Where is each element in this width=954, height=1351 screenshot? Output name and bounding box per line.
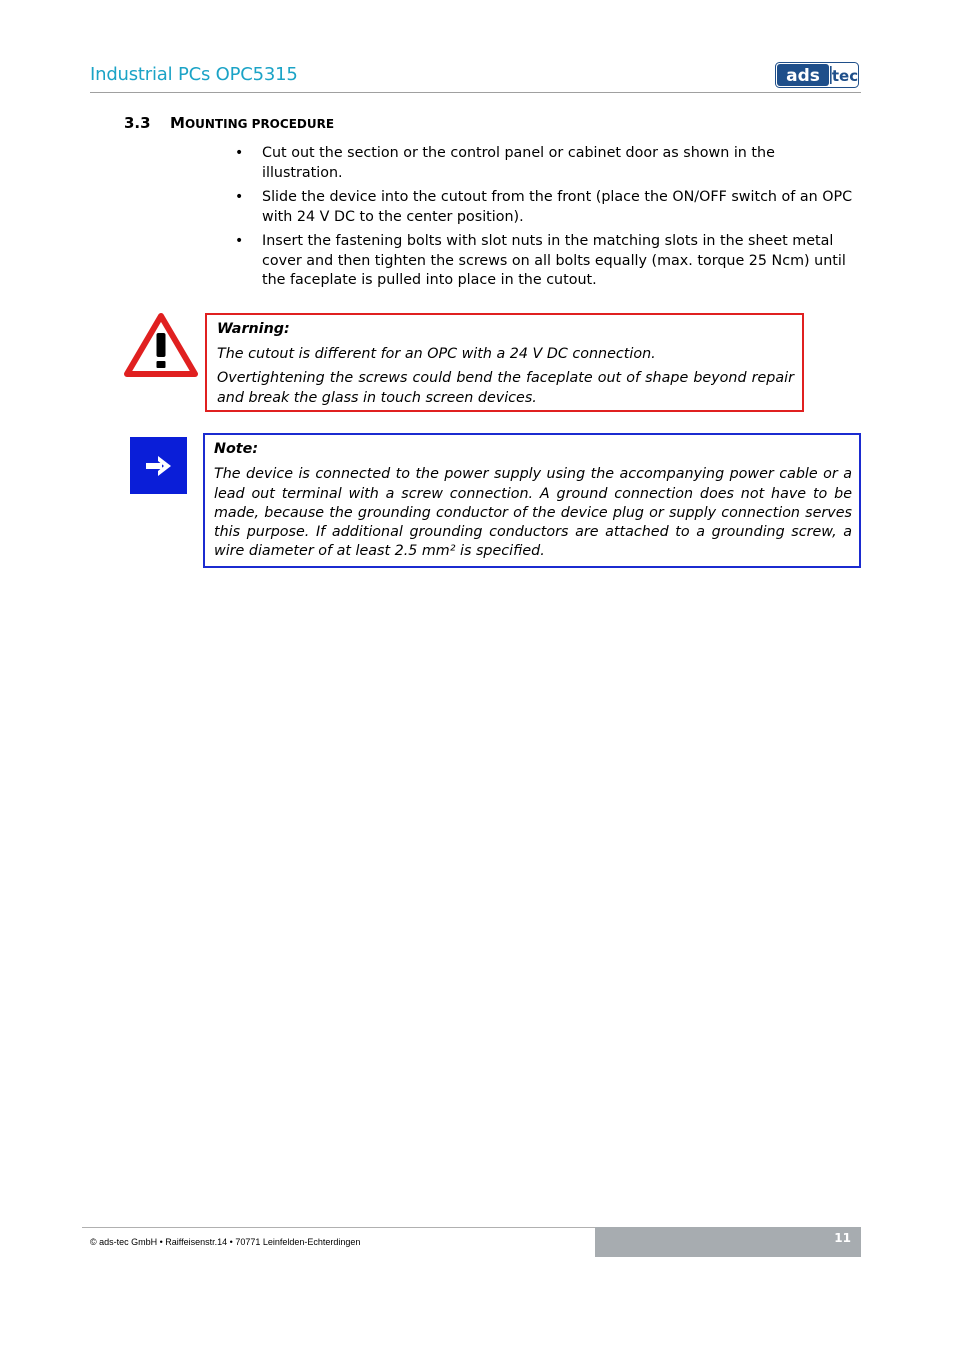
warning-box xyxy=(205,313,804,412)
header-divider xyxy=(90,92,861,93)
footer-address: © ads-tec GmbH • Raiffeisenstr.14 • 70771 Leinfelden-Echterdingen xyxy=(90,1237,361,1247)
warning-title: Warning: xyxy=(217,321,290,337)
list-item: • Slide the device into the cutout from the front (place the ON/OFF switch of an OPC with 24 V DC to the center position). xyxy=(235,189,853,225)
logo-text-tec: tec xyxy=(831,67,859,85)
warning-text-1: The cutout is different for an OPC with a 24 V DC connection. xyxy=(217,345,656,362)
list-item: • Insert the fastening bolts with slot nuts in the matching slots in the sheet metal cover and then tighten the screws on all bolts equally (max. torque 25 Ncm) until the faceplate is pulled into place in the cutout. xyxy=(235,233,846,288)
page-number: 11 xyxy=(834,1231,851,1245)
logo-text-ads: ads xyxy=(786,66,820,86)
bullet-icon: • xyxy=(235,233,244,249)
footer-divider xyxy=(82,1227,596,1228)
note-box xyxy=(203,433,861,568)
page-number-bar xyxy=(595,1227,861,1257)
section-title-rest: OUNTING PROCEDURE xyxy=(184,117,335,131)
ads-tec-logo xyxy=(775,62,859,88)
procedure-list xyxy=(229,144,855,296)
arrow-right-icon xyxy=(130,437,187,494)
list-item: • Cut out the section or the control panel or cabinet door as shown in the illustration. xyxy=(235,145,775,181)
section-heading xyxy=(124,114,334,132)
warning-triangle-icon xyxy=(124,313,198,377)
bullet-icon: • xyxy=(235,145,244,161)
note-title: Note: xyxy=(214,441,259,457)
section-title-initial: M xyxy=(170,114,185,132)
section-number: 3.3 xyxy=(124,114,151,132)
note-text: The device is connected to the power supply using the accompanying power cable or a lead out terminal with a screw connection. A ground connection does not have to be made, because the grounding conductor of the device plug or supply connection serves this purpose. If additional grounding conductors are attached to a grounding screw, a wire diameter of at least 2.5 mm² is specified. xyxy=(214,466,852,560)
warning-text-2: Overtightening the screws could bend the faceplate out of shape beyond repair and break the glass in touch screen devices. xyxy=(217,370,794,406)
bullet-icon: • xyxy=(235,189,244,205)
document-title: Industrial PCs OPC5315 xyxy=(90,64,298,85)
